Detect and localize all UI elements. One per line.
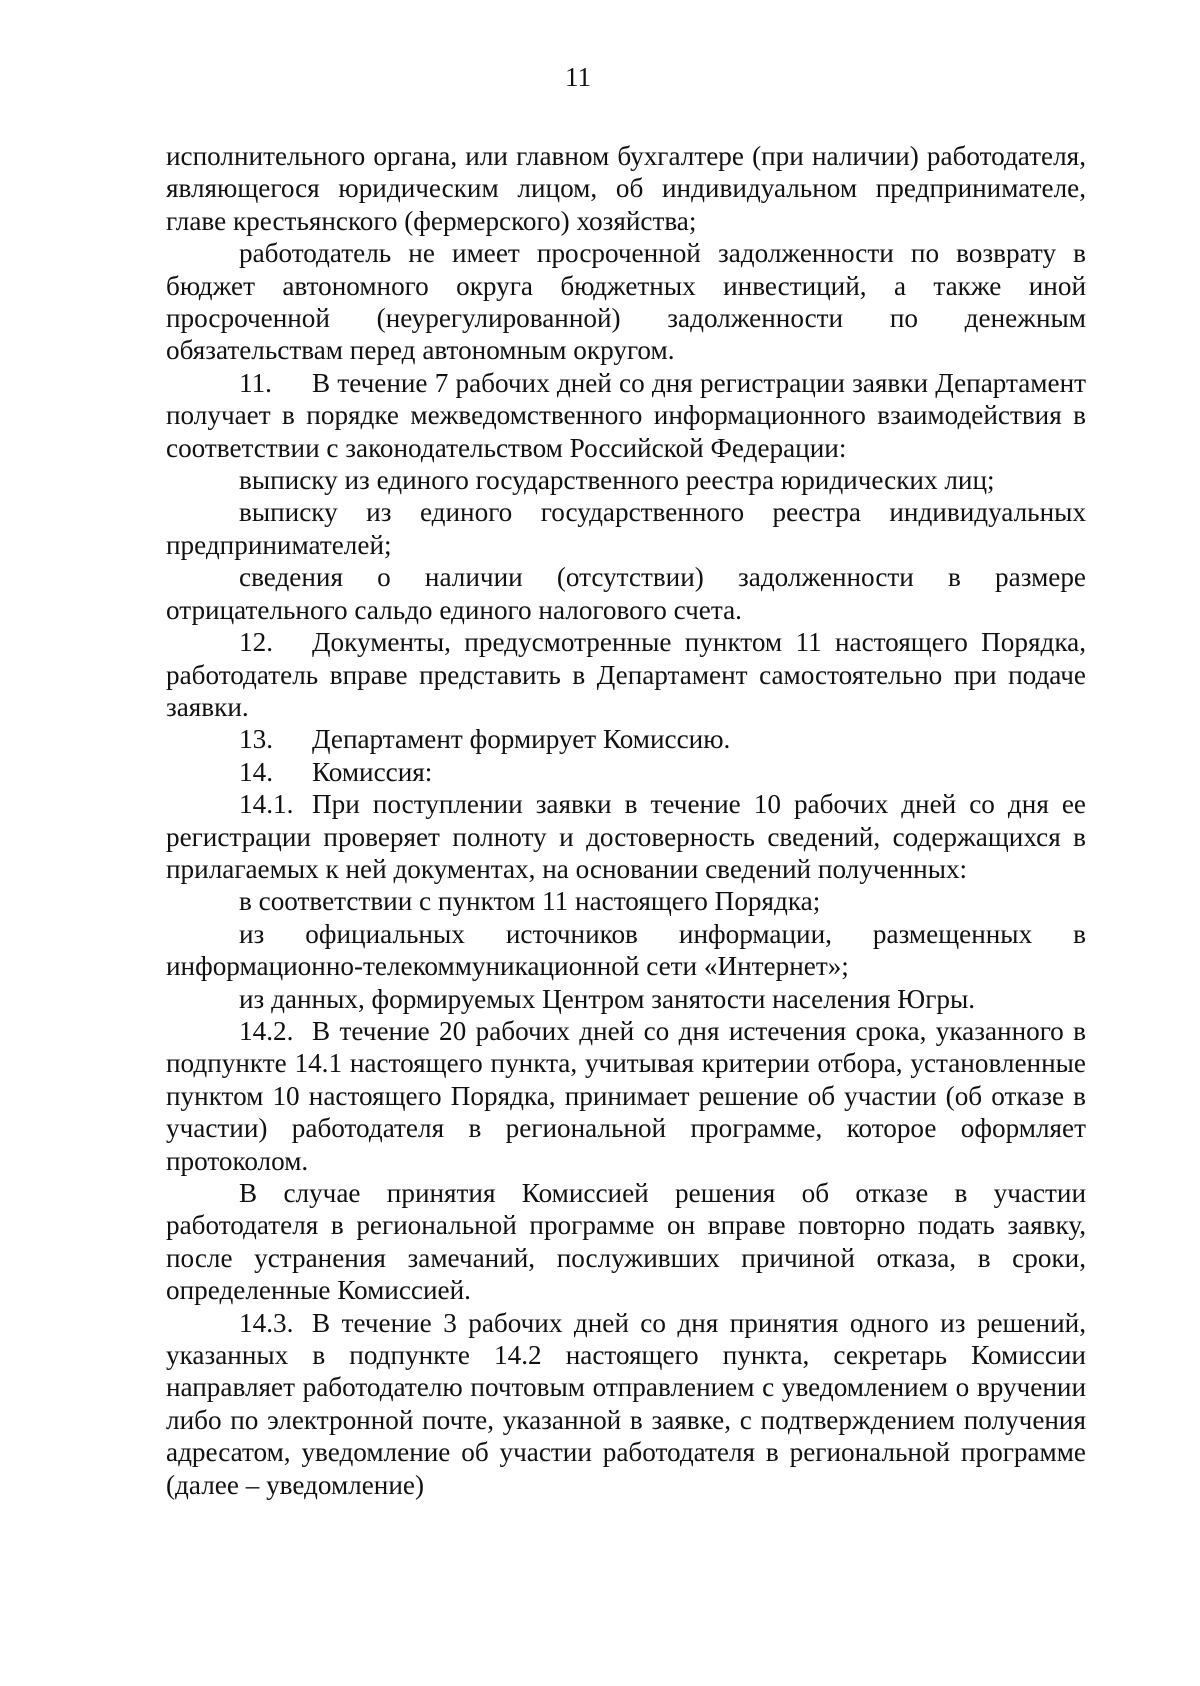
paragraph-text: из данных, формируемых Центром занятости населения Югры.: [239, 983, 976, 1014]
paragraph-text: Комиссия:: [312, 756, 433, 787]
paragraph: [166, 140, 1086, 237]
paragraph-text: При поступлении заявки в течение 10 рабочих дней со дня ее регистрации проверяет полноту и достоверность сведений, содержащихся в прилагаемых к ней документах, на основании сведений полученных:: [166, 789, 1086, 884]
numbered-paragraph: [166, 1015, 1086, 1177]
numbered-paragraph: [166, 756, 1086, 788]
item-number: 14.2.: [239, 1015, 294, 1046]
paragraph: [166, 561, 1086, 626]
paragraph-text: В случае принятия Комиссией решения об отказе в участии работодателя в региональной программе он вправе повторно подать заявку, после устранения замечаний, послуживших причиной отказа, в сроки, определенные Комиссией.: [166, 1178, 1086, 1306]
paragraph-text: В течение 20 рабочих дней со дня истечения срока, указанного в подпункте 14.1 настоящего пункта, учитывая критерии отбора, установленные пунктом 10 настоящего Порядка, принимает решение об участии (об отказе в участии) работодателя в региональной программе, которое оформляет протоколом.: [166, 1015, 1086, 1176]
item-number: 14.3.: [239, 1307, 294, 1338]
paragraph: [166, 1177, 1086, 1307]
paragraph-text: исполнительного органа, или главном бухгалтере (при наличии) работодателя, являющегося юридическим лицом, об индивидуальном предпринимателе, главе крестьянского (фермерского) хозяйства;: [166, 141, 1086, 236]
page-number: 11: [565, 62, 591, 92]
paragraph-text: из официальных источников информации, размещенных в информационно-телекоммуникационной сети «Интернет»;: [166, 918, 1086, 982]
paragraph-text: в соответствии с пунктом 11 настоящего Порядка;: [239, 886, 821, 917]
paragraph: [166, 918, 1086, 983]
paragraph: [166, 496, 1086, 561]
numbered-paragraph: [166, 723, 1086, 755]
paragraph: [166, 983, 1086, 1015]
item-number: 11.: [239, 367, 272, 398]
numbered-paragraph: [166, 788, 1086, 885]
document-body: [166, 140, 1086, 1501]
item-number: 14.: [239, 756, 273, 787]
numbered-paragraph: [166, 626, 1086, 723]
item-number: 13.: [239, 724, 273, 755]
paragraph: [166, 237, 1086, 367]
paragraph-text: работодатель не имеет просроченной задолженности по возврату в бюджет автономного округа бюджетных инвестиций, а также иной просроченной (неурегулированной) задолженности по денежным обязательствам перед автономным округом.: [166, 238, 1086, 366]
paragraph: [166, 885, 1086, 917]
paragraph-text: В течение 3 рабочих дней со дня принятия одного из решений, указанных в подпункте 14.2 настоящего пункта, секретарь Комиссии направляет работодателю почтовым отправлением с уведомлением о вручении либо по электронной почте, указанной в заявке, с подтверждением получения адресатом, уведомление об участии работодателя в региональной программе (далее – уведомление): [166, 1307, 1086, 1500]
item-number: 12.: [239, 627, 273, 658]
paragraph-text: выписку из единого государственного реестра юридических лиц;: [239, 465, 995, 496]
paragraph: [166, 464, 1086, 496]
paragraph-text: Департамент формирует Комиссию.: [312, 724, 731, 755]
paragraph-text: сведения о наличии (отсутствии) задолженности в размере отрицательного сальдо единого налогового счета.: [166, 562, 1086, 625]
paragraph-text: выписку из единого государственного реестра индивидуальных предпринимателей;: [166, 497, 1086, 560]
numbered-paragraph: [166, 367, 1086, 464]
paragraph-text: Документы, предусмотренные пунктом 11 настоящего Порядка, работодатель вправе представить в Департамент самостоятельно при подаче заявки.: [166, 627, 1086, 722]
item-number: 14.1.: [239, 789, 294, 820]
numbered-paragraph: [166, 1307, 1086, 1501]
paragraph-text: В течение 7 рабочих дней со дня регистрации заявки Департамент получает в порядке межведомственного информационного взаимодействия в соответствии с законодательством Российской Федерации:: [166, 367, 1086, 463]
